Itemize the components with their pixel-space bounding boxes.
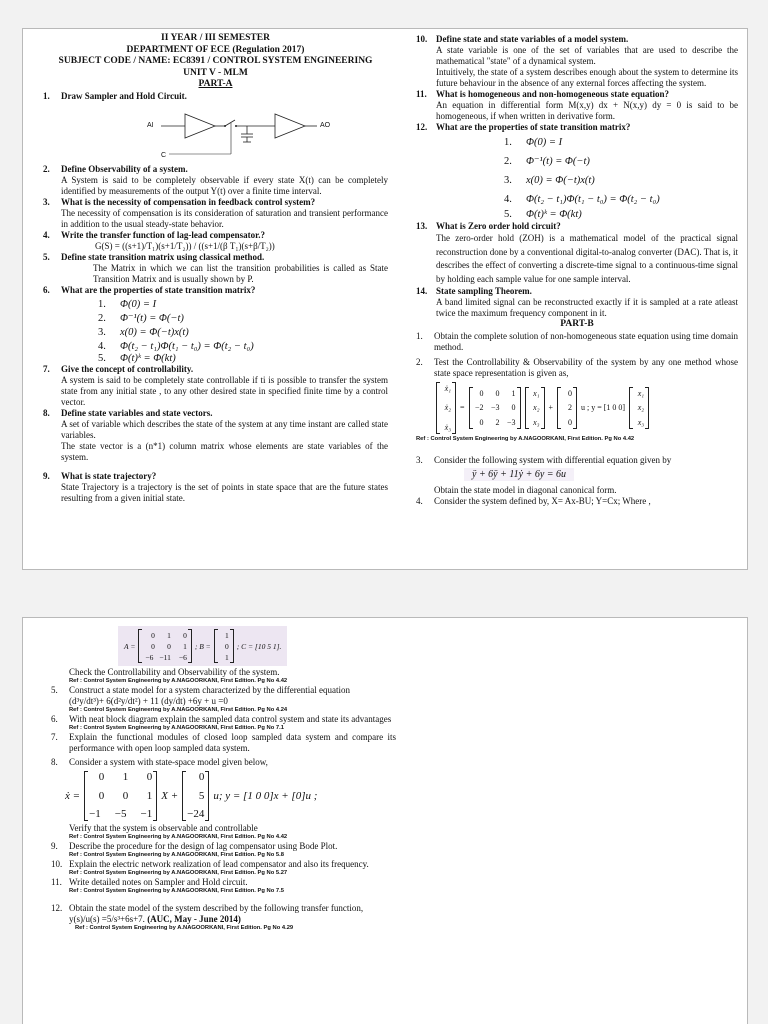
question-9 <box>51 841 396 852</box>
property-equation: Φ(t)ᵏ = Φ(kt) <box>120 352 176 364</box>
output-equation: u; y = [1 0 0]x + [0]u ; <box>213 789 318 802</box>
answer-text: The state vector is a (n*1) column matrix whose elements are state variables of the system. <box>61 440 388 462</box>
question-number: 8. <box>43 407 50 418</box>
question-number: 7. <box>43 363 50 374</box>
matrix-row <box>89 772 152 783</box>
matrix-row <box>143 652 186 663</box>
state-vector <box>525 387 545 429</box>
question-text: Write detailed notes on Sampler and Hold circuit. <box>69 877 248 887</box>
property-equation: Φ⁻¹(t) = Φ(−t) <box>526 156 590 167</box>
matrix-cell: 0 <box>198 771 205 783</box>
matrix-row <box>530 417 540 428</box>
question-title: Define Observability of a system. <box>61 163 188 174</box>
question-number: 4. <box>43 229 50 240</box>
plus-sign: + <box>548 403 554 412</box>
reference-citation: Ref : Control System Engineering by A.NAGOORKANI, First Edition. Pg No 4.29 <box>75 925 294 931</box>
matrix-cell: −6 <box>145 653 154 662</box>
property-equation: Φ(0) = I <box>120 298 157 310</box>
matrix-row <box>89 791 152 802</box>
circuit-label-ai: AI <box>147 121 154 129</box>
header-part: PART-A <box>198 79 233 89</box>
state-equation-lhs: ẋ = <box>65 789 81 802</box>
matrix-cell: −24 <box>187 808 205 820</box>
matrix-cell: −1 <box>89 808 101 820</box>
question-number: 5. <box>43 251 50 262</box>
property-number: 5. <box>504 209 512 220</box>
matrix-row <box>634 402 644 413</box>
property-number: 5. <box>98 352 106 364</box>
matrix-cell: −3 <box>491 403 500 412</box>
question-11 <box>416 89 738 100</box>
property-item <box>504 209 738 221</box>
question-text: Obtain the complete solution of non-homogeneous state equation using time domain method. <box>434 330 738 352</box>
property-number: 4. <box>98 340 106 352</box>
reference-citation: Ref : Control System Engineering by A.NAGOORKANI, First Edition. Pg No 5.27 <box>69 870 288 876</box>
matrix-cell: 0 <box>224 642 229 651</box>
question-12 <box>416 122 738 133</box>
question-text: Test the Controllability & Observability of the system by any one method whose state space representation is given as, <box>434 356 738 378</box>
property-equation: Φ(t₂ − t₁)Φ(t₁ − t₀) = Φ(t₂ − t₀) <box>526 194 660 205</box>
matrix-cell: 1 <box>167 631 171 640</box>
question-number: 6. <box>43 284 50 295</box>
question-7 <box>43 364 388 375</box>
transfer-function: y(s)/u(s) =5/s³+6s+7. <box>69 914 145 924</box>
part-b-question-2 <box>416 357 738 379</box>
question-text: Explain the functional modules of closed loop sampled data system and compare its performance with open loop sampled data system. <box>69 732 396 753</box>
property-item <box>504 152 738 171</box>
page-2 <box>22 617 748 1024</box>
matrix-row <box>187 772 204 783</box>
property-number: 3. <box>504 175 512 186</box>
question-text: With neat block diagram explain the sampled data control system and state its advantages <box>69 714 392 724</box>
state-space-equation <box>436 382 738 434</box>
circuit-svg <box>43 106 388 162</box>
state-derivative-vector <box>436 382 456 434</box>
output-equation: u ; y = [1 0 0] <box>581 403 626 412</box>
matrix-cell: −6 <box>178 653 187 662</box>
matrix-row <box>143 641 186 652</box>
equals-sign: = <box>460 403 465 412</box>
question-12 <box>51 903 396 914</box>
property-number: 2. <box>98 312 106 324</box>
matrix-cell: x₂ <box>533 403 540 412</box>
system-matrices-container <box>51 626 396 666</box>
matrix-cell: 2 <box>495 417 500 427</box>
part-b-question-3 <box>416 455 738 466</box>
matrix-row <box>530 402 540 413</box>
question-11 <box>51 877 396 888</box>
question-number: 13. <box>416 221 428 231</box>
question-title: Define state variables and state vectors. <box>61 407 213 418</box>
matrix-a <box>469 387 521 429</box>
matrix-cell: ẋ₁ <box>444 383 451 393</box>
state-space-model <box>65 771 396 821</box>
question-title: What are the properties of state transition matrix? <box>436 122 631 132</box>
question-number: 9. <box>43 470 50 481</box>
property-item <box>98 298 388 312</box>
left-column <box>43 33 388 504</box>
question-number: 5. <box>51 685 58 695</box>
matrix-cell: ẋ₃ <box>444 422 451 432</box>
matrix-row <box>562 417 572 428</box>
transfer-function-line <box>51 914 396 925</box>
matrix-row <box>562 402 572 413</box>
matrix-row <box>474 417 516 428</box>
matrix-row <box>474 388 516 399</box>
matrix-b <box>182 771 209 821</box>
differential-equation: (d³y/dt³)+ 6(d²y/dt²) + 11 (dy/dt) +6y + u =0 <box>69 696 228 706</box>
matrix-row <box>530 388 540 399</box>
header-subject: SUBJECT CODE / NAME: EC8391 / CONTROL SYSTEM ENGINEERING <box>58 56 373 66</box>
answer-text: A state variable is one of the set of variables that are used to describe the mathematical "state" of a dynamical system. <box>436 45 738 66</box>
state-vector-output <box>629 387 649 429</box>
matrix-cell: 0 <box>479 417 484 427</box>
matrix-cell: 0 <box>511 403 516 412</box>
question-text: Explain the electric network realization of lead compensator and also its frequency. <box>69 859 369 869</box>
matrix-row <box>441 422 451 433</box>
matrix-cell: −1 <box>140 808 153 820</box>
matrix-cell: 0 <box>479 388 484 398</box>
question-number: 10. <box>416 34 428 44</box>
question-number: 14. <box>416 286 428 296</box>
reference-citation: Ref : Control System Engineering by A.NAGOORKANI, First Edition. Pg No 5.8 <box>69 852 284 858</box>
matrix-row <box>187 809 204 820</box>
matrix-row <box>634 388 644 399</box>
matrix-cell: −11 <box>159 653 171 662</box>
matrix-a <box>138 629 191 663</box>
right-column <box>416 34 738 507</box>
header-year: II YEAR / III SEMESTER <box>161 33 270 43</box>
question-6 <box>43 285 388 296</box>
question-14 <box>416 286 738 297</box>
answer-text: The zero-order hold (ZOH) is a mathematical model of the practical signal reconstruction done by a conventional digital-to-analog converter (DAC). That is, it describes the effect of converting a discrete-time signal to a continuous-time signal by holding each sample value for one sample interval. <box>436 233 738 284</box>
matrix-row <box>634 417 644 428</box>
circuit-label-ao: AO <box>320 121 331 129</box>
question-number: 4. <box>416 495 423 506</box>
reference-citation: Ref : Control System Engineering by A.NAGOORKANI, First Edition. Pg No 4.24 <box>69 707 288 713</box>
part-b-heading: PART-B <box>560 319 594 329</box>
question-title: What is the necessity of compensation in feedback control system? <box>61 196 316 207</box>
differential-equation: ÿ + 6ÿ + 11ẏ + 6y = 6u <box>464 468 574 481</box>
question-title: Define state transition matrix using classical method. <box>61 251 265 262</box>
question-1 <box>43 91 388 102</box>
transfer-function: G(S) = ((s+1)/T₁)(s+1/T₂)) / ((s+1/(β T₁)(s+β/T₂)) <box>95 240 275 251</box>
question-8 <box>51 757 396 768</box>
question-10 <box>51 859 396 870</box>
question-5 <box>51 685 396 696</box>
property-item <box>98 354 388 364</box>
part-b-question-4 <box>416 496 738 507</box>
answer-text: Intuitively, the state of a system describes enough about the system to determine its future behaviour in the absence of any external forces affecting the system. <box>436 67 738 88</box>
question-title: What are the properties of state transition matrix? <box>61 284 256 295</box>
matrix-b-label: ; B = <box>194 641 211 651</box>
matrix-row <box>89 809 152 820</box>
matrix-cell: ẋ₂ <box>444 403 451 412</box>
matrix-b <box>557 387 577 429</box>
property-item <box>98 340 388 354</box>
reference-citation: Ref : Control System Engineering by A.NAGOORKANI, First Edition. Pg No 4.42 <box>69 678 288 684</box>
answer-text: A set of variable which describes the state of the system at any time instant are called state variables. <box>61 418 388 440</box>
property-number: 4. <box>504 194 512 205</box>
question-number: 8. <box>51 757 58 767</box>
matrix-a-label: A = <box>124 641 136 651</box>
question-number: 11. <box>416 89 427 99</box>
stm-properties-list <box>416 133 738 221</box>
matrix-cell: 2 <box>568 403 573 412</box>
question-number: 7. <box>51 732 58 742</box>
property-number: 1. <box>504 137 512 148</box>
question-number: 3. <box>416 454 423 465</box>
matrix-cell: x₃ <box>637 417 645 427</box>
question-text: Consider the system defined by, X= Ax-BU; Y=Cx; Where , <box>434 495 651 506</box>
question-number: 3. <box>43 196 50 207</box>
matrix-cell: 5 <box>198 789 205 802</box>
matrix-cell: 0 <box>146 771 153 783</box>
reference-citation: Ref : Control System Engineering by A.NAGOORKANI, First Edition. Pg No 4.42 <box>416 435 635 442</box>
property-item <box>98 312 388 326</box>
matrix-row <box>562 388 572 399</box>
question-10 <box>416 34 738 45</box>
matrix-row <box>474 402 516 413</box>
matrix-cell: x₂ <box>637 403 645 412</box>
question-number: 1. <box>416 330 423 341</box>
property-number: 3. <box>98 326 106 338</box>
question-9 <box>43 471 388 482</box>
state-term: X + <box>161 789 179 802</box>
question-3 <box>43 197 388 208</box>
matrix-row <box>143 630 186 641</box>
matrix-cell: 0 <box>568 417 573 427</box>
answer-text: The Matrix in which we can list the transition probabilities is called as State Transition Matrix and is usually shown by P. <box>93 262 388 284</box>
matrix-cell: 0 <box>98 789 105 802</box>
reference-citation: Ref : Control System Engineering by A.NAGOORKANI, First Edition. Pg No 7.5 <box>69 888 284 894</box>
question-number: 10. <box>51 859 63 869</box>
question-7 <box>51 732 396 754</box>
ode-container <box>416 468 738 481</box>
question-13 <box>416 221 738 232</box>
question-text: Construct a state model for a system characterized by the differential equation <box>69 685 350 695</box>
header-department: DEPARTMENT OF ECE (Regulation 2017) <box>126 44 305 55</box>
matrix-cell: 1 <box>146 789 153 802</box>
matrix-cell: 0 <box>495 388 500 398</box>
question-title: What is state trajectory? <box>61 470 157 481</box>
answer-text: An equation in differential form M(x,y) dx + N(x,y) dy = 0 is said to be homogeneous, if when written in derivative form. <box>436 100 738 121</box>
question-number: 9. <box>51 841 58 851</box>
caption-text: Check the Controllability and Observability of the system. <box>69 667 280 677</box>
matrix-cell: 0 <box>151 642 155 651</box>
property-item <box>504 190 738 209</box>
matrix-cell: x₃ <box>533 417 540 427</box>
matrix-cell: 1 <box>183 642 187 651</box>
question-8 <box>43 408 388 419</box>
property-number: 1. <box>98 298 106 310</box>
matrix-cell: 0 <box>568 388 573 398</box>
property-number: 2. <box>504 156 512 167</box>
answer-text: A system is said to be completely state controllable if ti is possible to transfer the system state from any initial state , to any other desired state in specified finite time by a control vector. <box>61 374 388 407</box>
matrix-a <box>84 771 157 821</box>
matrix-row <box>441 402 451 413</box>
question-2 <box>43 164 388 175</box>
property-equation: Φ(t)ᵏ = Φ(kt) <box>526 209 582 220</box>
circuit-label-c: C <box>161 151 167 159</box>
property-equation: x(0) = Φ(−t)x(t) <box>526 175 595 186</box>
matrix-cell: 1 <box>224 631 229 640</box>
matrix-row <box>219 630 229 641</box>
answer-text: A System is said to be completely observable if every state X(t) can be completely identified by measurements of the output Y(t) over a finite time interval. <box>61 174 388 196</box>
matrix-row <box>219 641 229 652</box>
question-text: Obtain the state model of the system described by the following transfer function, <box>69 903 364 913</box>
question-text: Consider the following system with differential equation given by <box>434 454 672 465</box>
matrix-cell: 0 <box>122 789 129 802</box>
matrix-row <box>219 652 229 663</box>
question-title: Draw Sampler and Hold Circuit. <box>61 90 187 101</box>
question-title: Write the transfer function of lag-lead compensator.? <box>61 229 266 240</box>
question-4 <box>43 230 388 241</box>
question-number: 12. <box>51 903 63 913</box>
property-equation: Φ(0) = I <box>526 137 563 148</box>
property-item <box>504 133 738 152</box>
matrix-cell: 0 <box>98 771 105 783</box>
property-equation: Φ(t₂ − t₁)Φ(t₁ − t₀) = Φ(t₂ − t₀) <box>120 340 254 352</box>
matrix-cell: 1 <box>122 771 129 783</box>
question-number: 11. <box>51 877 62 887</box>
matrix-b <box>214 629 234 663</box>
answer-text: The necessity of compensation is its consideration of saturation and transient performance in addition to the usual steady-state behavior. <box>61 207 388 229</box>
question-title: What is homogeneous and non-homogeneous state equation? <box>436 89 670 99</box>
matrix-cell: 0 <box>183 631 187 640</box>
reference-citation: Ref : Control System Engineering by A.NAGOORKANI, First Edition. Pg No 7.1 <box>69 725 284 731</box>
question-number: 12. <box>416 122 428 132</box>
question-text: Describe the procedure for the design of lag compensator using Bode Plot. <box>69 841 338 851</box>
matrix-row <box>441 383 451 394</box>
question-number: 2. <box>416 356 423 367</box>
question-6 <box>51 714 396 725</box>
reference-citation: Ref : Control System Engineering by A.NAGOORKANI, First Edition. Pg No 4.42 <box>69 834 288 840</box>
exam-tag: (AUC, May - June 2014) <box>147 914 241 924</box>
answer-text: A band limited signal can be reconstructed exactly if it is sampled at a rate atleast twice the maximum frequency component in it. <box>436 297 738 318</box>
question-title: State sampling Theorem. <box>436 286 532 296</box>
system-matrices <box>118 626 287 666</box>
matrix-cell: 0 <box>151 631 155 640</box>
header-unit: UNIT V - MLM <box>183 67 248 78</box>
answer-text: State Trajectory is a trajectory is the set of points in state space that are the future states resulting from a given initial state. <box>61 481 388 503</box>
stm-properties-list <box>43 298 388 364</box>
matrix-cell: −3 <box>507 417 516 427</box>
question-number: 2. <box>43 163 50 174</box>
matrix-row <box>187 791 204 802</box>
question-text: Obtain the state model in diagonal canonical form. <box>434 484 617 495</box>
part-b-question-1 <box>416 331 738 353</box>
question-title: Define state and state variables of a model system. <box>436 34 629 44</box>
question-text: Consider a system with state-space model given below, <box>69 757 268 767</box>
matrix-cell: −5 <box>114 808 127 820</box>
page-1 <box>22 28 748 570</box>
question-5 <box>43 252 388 263</box>
property-equation: x(0) = Φ(−t)x(t) <box>120 326 189 338</box>
property-equation: Φ⁻¹(t) = Φ(−t) <box>120 312 184 324</box>
matrix-cell: x₁ <box>533 388 540 398</box>
matrix-cell: −2 <box>475 403 484 412</box>
question-text: Verify that the system is observable and controllable <box>69 823 258 833</box>
matrix-cell: 1 <box>511 388 516 398</box>
sample-hold-circuit-diagram <box>43 106 388 162</box>
property-item <box>504 171 738 190</box>
matrix-cell: 0 <box>167 642 171 651</box>
matrix-c: ; C = [10 5 1]. <box>236 641 282 651</box>
question-number: 6. <box>51 714 58 724</box>
question-title: Give the concept of controllability. <box>61 363 194 374</box>
question-number: 1. <box>43 90 50 101</box>
property-item <box>98 326 388 340</box>
matrix-cell: 1 <box>224 653 229 662</box>
question-title: What is Zero order hold circuit? <box>436 221 561 231</box>
page-2-body <box>51 626 396 932</box>
matrix-cell: x₁ <box>637 388 645 398</box>
